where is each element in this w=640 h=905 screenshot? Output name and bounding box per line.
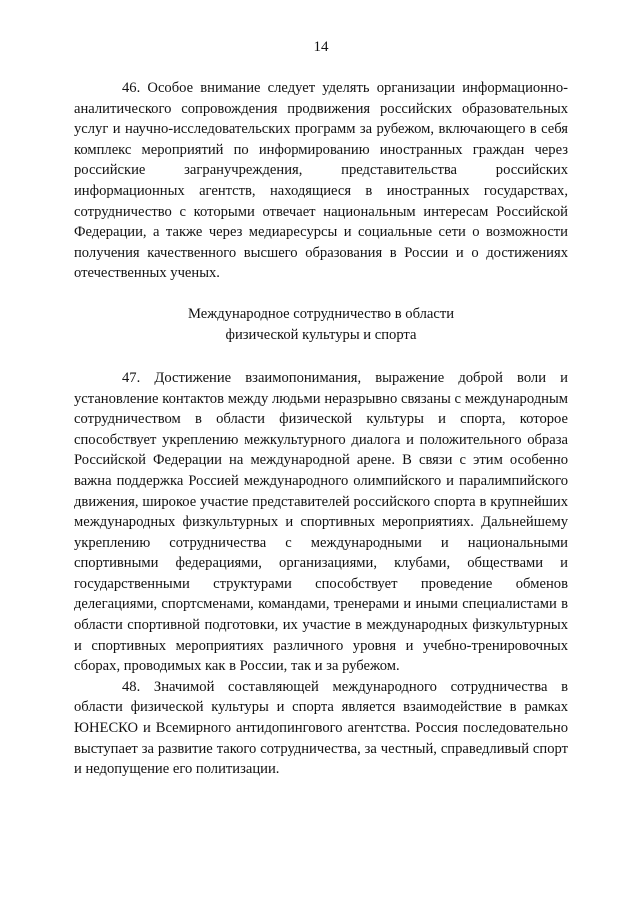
paragraph-48: 48. Значимой составляющей международного сотрудничества в области физической культуры и спорта является взаимодействие в рамках ЮНЕСКО и Всемирного антидопингового агентства. Россия последовательно выступает за развитие такого сотрудничества, за честный, справедливый спорт и недопущение его политизации. <box>74 678 568 778</box>
page-number: 14 <box>313 39 329 55</box>
section-heading-line-1: Международное сотрудничество в области <box>187 305 455 322</box>
section-heading-line-2: физической культуры и спорта <box>225 326 417 343</box>
paragraph-47: 47. Достижение взаимопонимания, выражение доброй воли и установление контактов между людьми неразрывно связаны с международным сотрудничеством в области физической культуры и спорта, которое способствует укреплению межкультурного диалога и положительного образа Российской Федерации на международной арене. В связи с этим особенно важна поддержка Россией международного олимпийского и паралимпийского движения, широкое участие представителей российского спорта в крупнейших международных физкультурных и спортивных мероприятиях. Дальнейшему укреплению сотрудничества с международными и национальными спортивными федерациями, организациями, клубами, обществами и государственными структурами способствует проведение обменов делегациями, спортсменами, командами, тренерами и иными специалистами в области спортивной подготовки, их участие в международных физкультурных и спортивных мероприятиях различного уровня и учебно-тренировочных сборах, проводимых как в России, так и за рубежом. <box>74 369 568 675</box>
paragraph-46: 46. Особое внимание следует уделять организации информационно-аналитического сопровождения продвижения российских образовательных услуг и научно-исследовательских программ за рубежом, включающего в себя комплекс мероприятий по информированию иностранных граждан через российские загранучреждения, представительства российских информационных агентств, находящиеся в иностранных государствах, сотрудничество с которыми отвечает национальным интересам Российской Федерации, а также через медиаресурсы и социальные сети о возможности получения качественного высшего образования в России и о достижениях отечественных ученых. <box>74 80 568 282</box>
section-heading <box>74 304 568 346</box>
